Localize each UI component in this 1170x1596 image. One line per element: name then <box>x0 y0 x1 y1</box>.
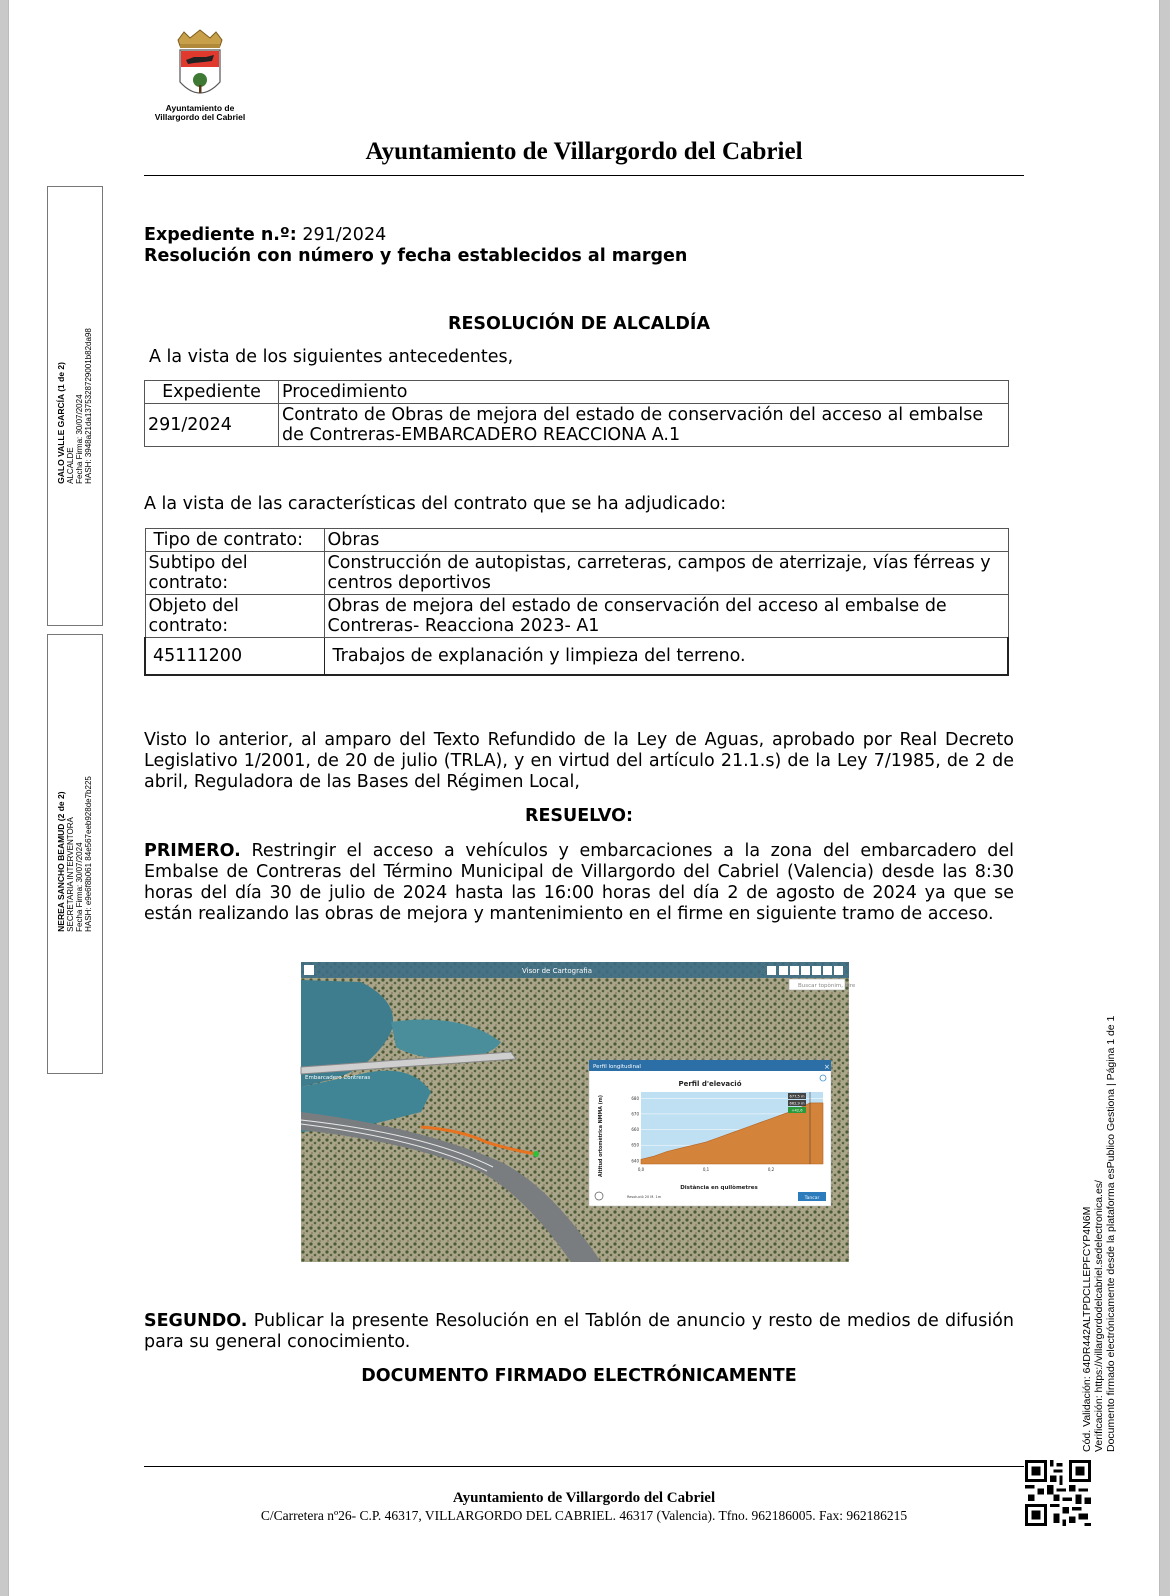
contract-table <box>144 528 1009 676</box>
value-badge-label: +42,6 <box>791 1108 803 1113</box>
expediente-label: Expediente n.º: <box>144 225 297 245</box>
segundo-text: Publicar la presente Resolución en el Tablón de anuncio y resto de medios de difusión para su general conocimiento. <box>144 1311 1014 1352</box>
table-row <box>145 638 1008 675</box>
signature-date: Fecha Firma: 30/07/2024 <box>75 394 84 484</box>
signature-box-mayor <box>47 186 103 626</box>
document-page <box>8 0 1160 1596</box>
segundo-label: SEGUNDO. <box>144 1311 248 1331</box>
aerial-map-image <box>301 962 856 1262</box>
header-title: Ayuntamiento de Villargordo del Cabriel <box>365 138 803 165</box>
resuelvo-heading: RESUELVO: <box>524 806 634 826</box>
validation-code: Cód. Validación: 64DR442ALTPDCLLEPFCYP4N6M <box>1081 1206 1093 1452</box>
logo-caption-line1: Ayuntamiento de <box>165 103 235 113</box>
viewer-title: Visor de Cartografia <box>522 967 592 975</box>
x-tick-label: 0,0 <box>637 1167 645 1172</box>
table-row <box>145 404 1009 447</box>
primero-text: Restringir el acceso a vehículos y embarcaciones a la zona del embarcadero del Embalse de Contreras del Término Municipal de Villargordo del Cabriel (Valencia) desde las 8:30 horas del día 30 de julio de 2024 hasta las 16:00 horas del día 2 de agosto de 2024 ya que se están realizando las obras de mejora y mantenimiento en el firme en siguiente tramo de acceso. <box>144 841 1014 924</box>
y-tick-label: 660 <box>631 1127 639 1133</box>
map-screenshot <box>301 962 856 1262</box>
logo-caption-line2: Villargordo del Cabriel <box>154 112 246 122</box>
x-tick-label: 0,1 <box>702 1167 710 1172</box>
visto-paragraph: Visto lo anterior, al amparo del Texto Refundido de la Ley de Aguas, aprobado por Real Decreto Legislativo 1/2001, de 20 de julio (TRLA), y en virtud del artículo 21.1.s) de la Ley 7/1985, de 2 de abril, Reguladora de las Bases del Régimen Local, <box>144 730 1014 792</box>
expediente-number: 291/2024 <box>302 225 387 245</box>
primero-label: PRIMERO. <box>144 841 241 861</box>
header-cell: Procedimiento <box>279 381 1009 404</box>
table-cell: Trabajos de explanación y limpieza del terreno. <box>324 638 1008 675</box>
signed-notice: DOCUMENTO FIRMADO ELECTRÓNICAMENTE <box>361 1366 797 1386</box>
y-tick-label: 640 <box>631 1158 639 1164</box>
footer-address: C/Carretera nº26- C.P. 46317, VILLARGORDO DEL CABRIEL. 46317 (Valencia). Tfno. 962186005. Fax: 962186215 <box>260 1508 908 1523</box>
header-cell: Expediente <box>145 381 279 404</box>
panel-title: Perfil longitudinal <box>593 1064 641 1070</box>
table-cell: Subtipo del contrato: <box>145 552 324 595</box>
table-cell: Obras de mejora del estado de conservación del acceso al embalse de Contreras- Reacciona 2023- A1 <box>324 595 1008 638</box>
validation-strip <box>1081 1016 1117 1452</box>
table-header-row <box>145 381 1009 404</box>
panel-footer: Resolució 20 M. 1m <box>627 1195 662 1199</box>
coat-of-arms-icon <box>170 30 230 104</box>
signature-date: Fecha Firma: 30/07/2024 <box>75 842 84 932</box>
table-cell: Tipo de contrato: <box>145 529 324 552</box>
table-cell: Obras <box>324 529 1008 552</box>
table-cell: Construcción de autopistas, carreteras, campos de aterrizaje, vías férreas y centros deportivos <box>324 552 1008 595</box>
x-tick-label: 0,2 <box>767 1167 775 1172</box>
footer-title: Ayuntamiento de Villargordo del Cabriel <box>452 1490 716 1506</box>
header-divider <box>144 175 1024 176</box>
table-row <box>145 552 1008 595</box>
value-badge-label: 662,9 m <box>789 1101 805 1106</box>
panel-button-label: Tancar <box>804 1196 820 1201</box>
primero-paragraph <box>144 841 1014 925</box>
intro-caracteristicas: A la vista de las características del contrato que se ha adjudicado: <box>144 494 727 514</box>
table-cell: Objeto del contrato: <box>145 595 324 638</box>
table-cell: 291/2024 <box>145 404 279 447</box>
signature-hash: HASH: e9e6f8b061 84e567eeb928de7b225 <box>84 776 93 932</box>
validation-url: Verificación: https://villargordodelcabriel.sedelectronica.es/ <box>1093 1180 1105 1452</box>
signature-box-secretary <box>47 634 103 1074</box>
qr-code-icon[interactable] <box>1025 1460 1091 1526</box>
resolution-title: RESOLUCIÓN DE ALCALDÍA <box>447 314 710 334</box>
close-icon[interactable]: × <box>824 1063 830 1071</box>
intro-antecedentes: A la vista de los siguientes antecedentes, <box>149 347 514 367</box>
signature-hash: HASH: 3948a21da1375328729001b82da98 <box>84 328 93 484</box>
segundo-paragraph <box>144 1311 1014 1353</box>
antecedentes-table <box>144 380 1009 447</box>
chart-xlabel: Distància en quilòmetres <box>680 1185 758 1191</box>
signer-name: NEREA SANCHO BEAMUD (2 de 2) <box>56 791 66 932</box>
signer-role: SECRETARIA INTERVENTORA <box>66 817 75 932</box>
place-label: Embarcadero Contreras <box>305 1075 371 1081</box>
municipal-logo <box>145 30 255 122</box>
signer-role: ALCALDE <box>66 447 75 484</box>
footer-divider <box>144 1466 1024 1467</box>
expediente-subline: Resolución con número y fecha establecidos al margen <box>144 246 688 266</box>
table-cell: 45111200 <box>145 638 324 675</box>
elevation-profile-panel <box>589 1060 831 1206</box>
value-badge-label: 677,5 m <box>789 1094 805 1099</box>
y-tick-label: 670 <box>631 1111 639 1117</box>
validation-platform: Documento firmado electrónicamente desde la plataforma esPublico Gestiona | Página 1 de 1 <box>1105 1015 1117 1452</box>
y-tick-label: 650 <box>631 1142 639 1148</box>
chart-title: Perfil d'elevació <box>678 1080 742 1088</box>
elevation-chart <box>631 1092 823 1172</box>
table-row <box>145 595 1008 638</box>
expediente-line <box>144 225 386 246</box>
signer-name: GALO VALLE GARCÍA (1 de 2) <box>56 362 66 484</box>
search-placeholder: Buscar topònim, dire <box>798 983 856 989</box>
table-row <box>145 529 1008 552</box>
y-tick-label: 680 <box>631 1095 639 1101</box>
table-cell: Contrato de Obras de mejora del estado de conservación del acceso al embalse de Contreras-EMBARCADERO REACCIONA A.1 <box>279 404 1009 447</box>
chart-ylabel: Altitud ortomètrica NMMA (m) <box>599 1095 604 1177</box>
